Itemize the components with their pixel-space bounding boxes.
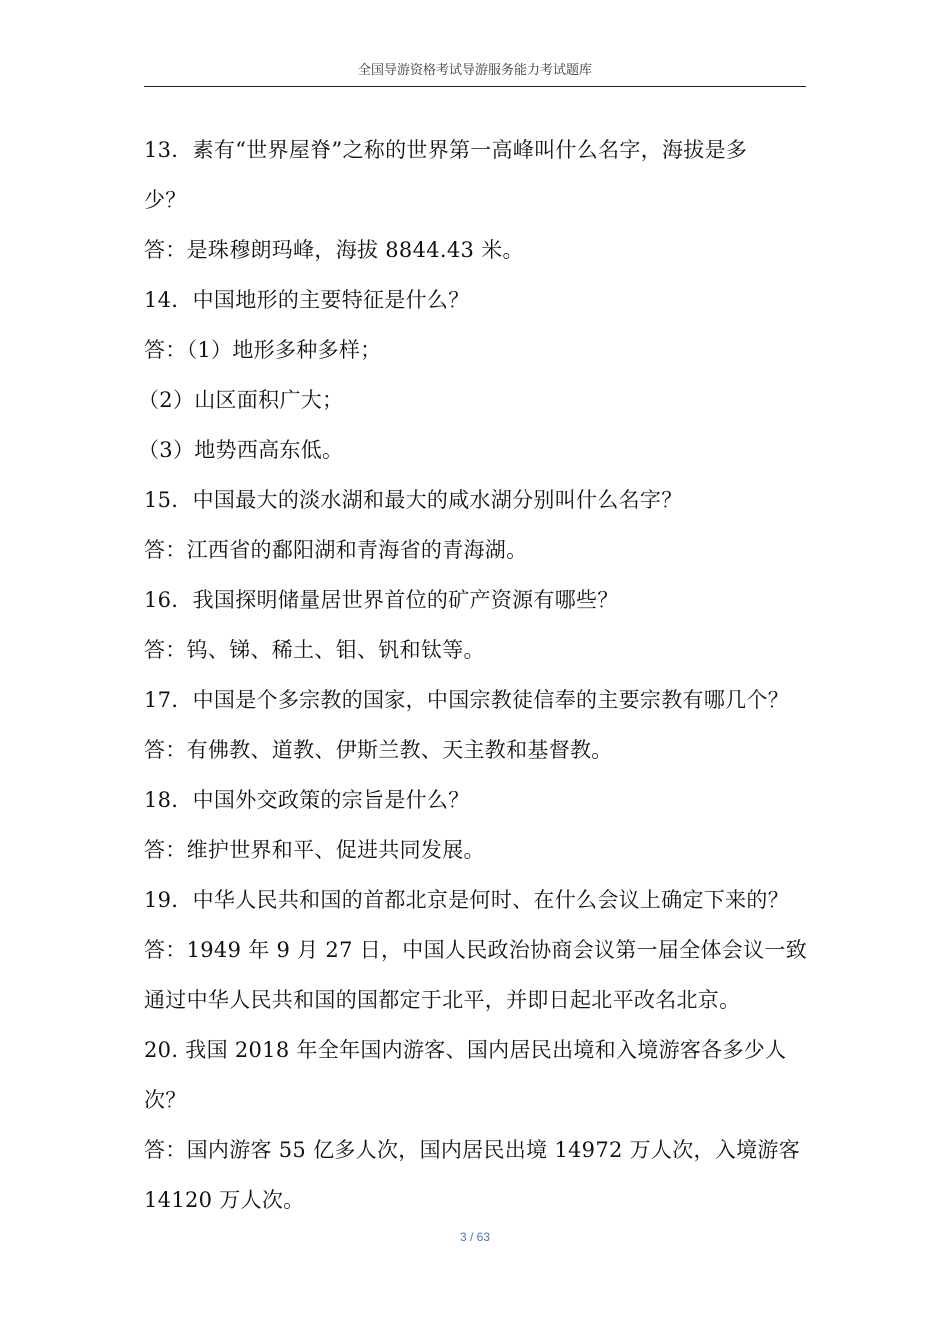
page-number: 3 / 63: [459, 1230, 491, 1244]
text-line: 答：维护世界和平、促进共同发展。: [144, 838, 485, 862]
text-line: 15．中国最大的淡水湖和最大的咸水湖分别叫什么名字？: [144, 488, 683, 512]
text-line: 答：是珠穆朗玛峰，海拔 8844.43 米。: [144, 238, 524, 262]
text-line: 通过中华人民共和国的国都定于北平，并即日起北平改名北京。: [144, 988, 741, 1012]
text-line: 17．中国是个多宗教的国家，中国宗教徒信奉的主要宗教有哪几个？: [144, 688, 790, 712]
page-header: [144, 58, 806, 87]
header-title: 全国导游资格考试导游服务能力考试题库: [357, 63, 592, 78]
text-line: 14．中国地形的主要特征是什么？: [144, 288, 470, 312]
text-line: （2）山区面积广大；: [138, 388, 344, 412]
document-body: [138, 125, 809, 1225]
text-line: 答：1949 年 9 月 27 日，中国人民政治协商会议第一届全体会议一致: [144, 938, 807, 962]
text-line: 16．我国探明储量居世界首位的矿产资源有哪些？: [144, 588, 619, 612]
text-line: （3）地势西高东低。: [138, 438, 344, 462]
text-line: 20. 我国 2018 年全年国内游客、国内居民出境和入境游客各多少人: [144, 1038, 787, 1062]
text-line: 次？: [144, 1088, 187, 1112]
text-line: 答：钨、锑、稀土、钼、钒和钛等。: [144, 638, 485, 662]
text-line: 少？: [144, 188, 187, 212]
text-line: 13．素有“世界屋脊”之称的世界第一高峰叫什么名字，海拔是多: [144, 138, 748, 162]
text-line: 答：国内游客 55 亿多人次，国内居民出境 14972 万人次，入境游客: [144, 1138, 801, 1162]
text-line: 答：有佛教、道教、伊斯兰教、天主教和基督教。: [144, 738, 613, 762]
text-line: 答：江西省的鄱阳湖和青海省的青海湖。: [144, 538, 528, 562]
text-line: 19．中华人民共和国的首都北京是何时、在什么会议上确定下来的？: [144, 888, 790, 912]
text-line: 14120 万人次。: [144, 1188, 305, 1212]
text-line: 答：（1）地形多种多样；: [144, 338, 382, 362]
page-footer: [0, 1230, 950, 1244]
text-line: 18．中国外交政策的宗旨是什么？: [144, 788, 470, 812]
